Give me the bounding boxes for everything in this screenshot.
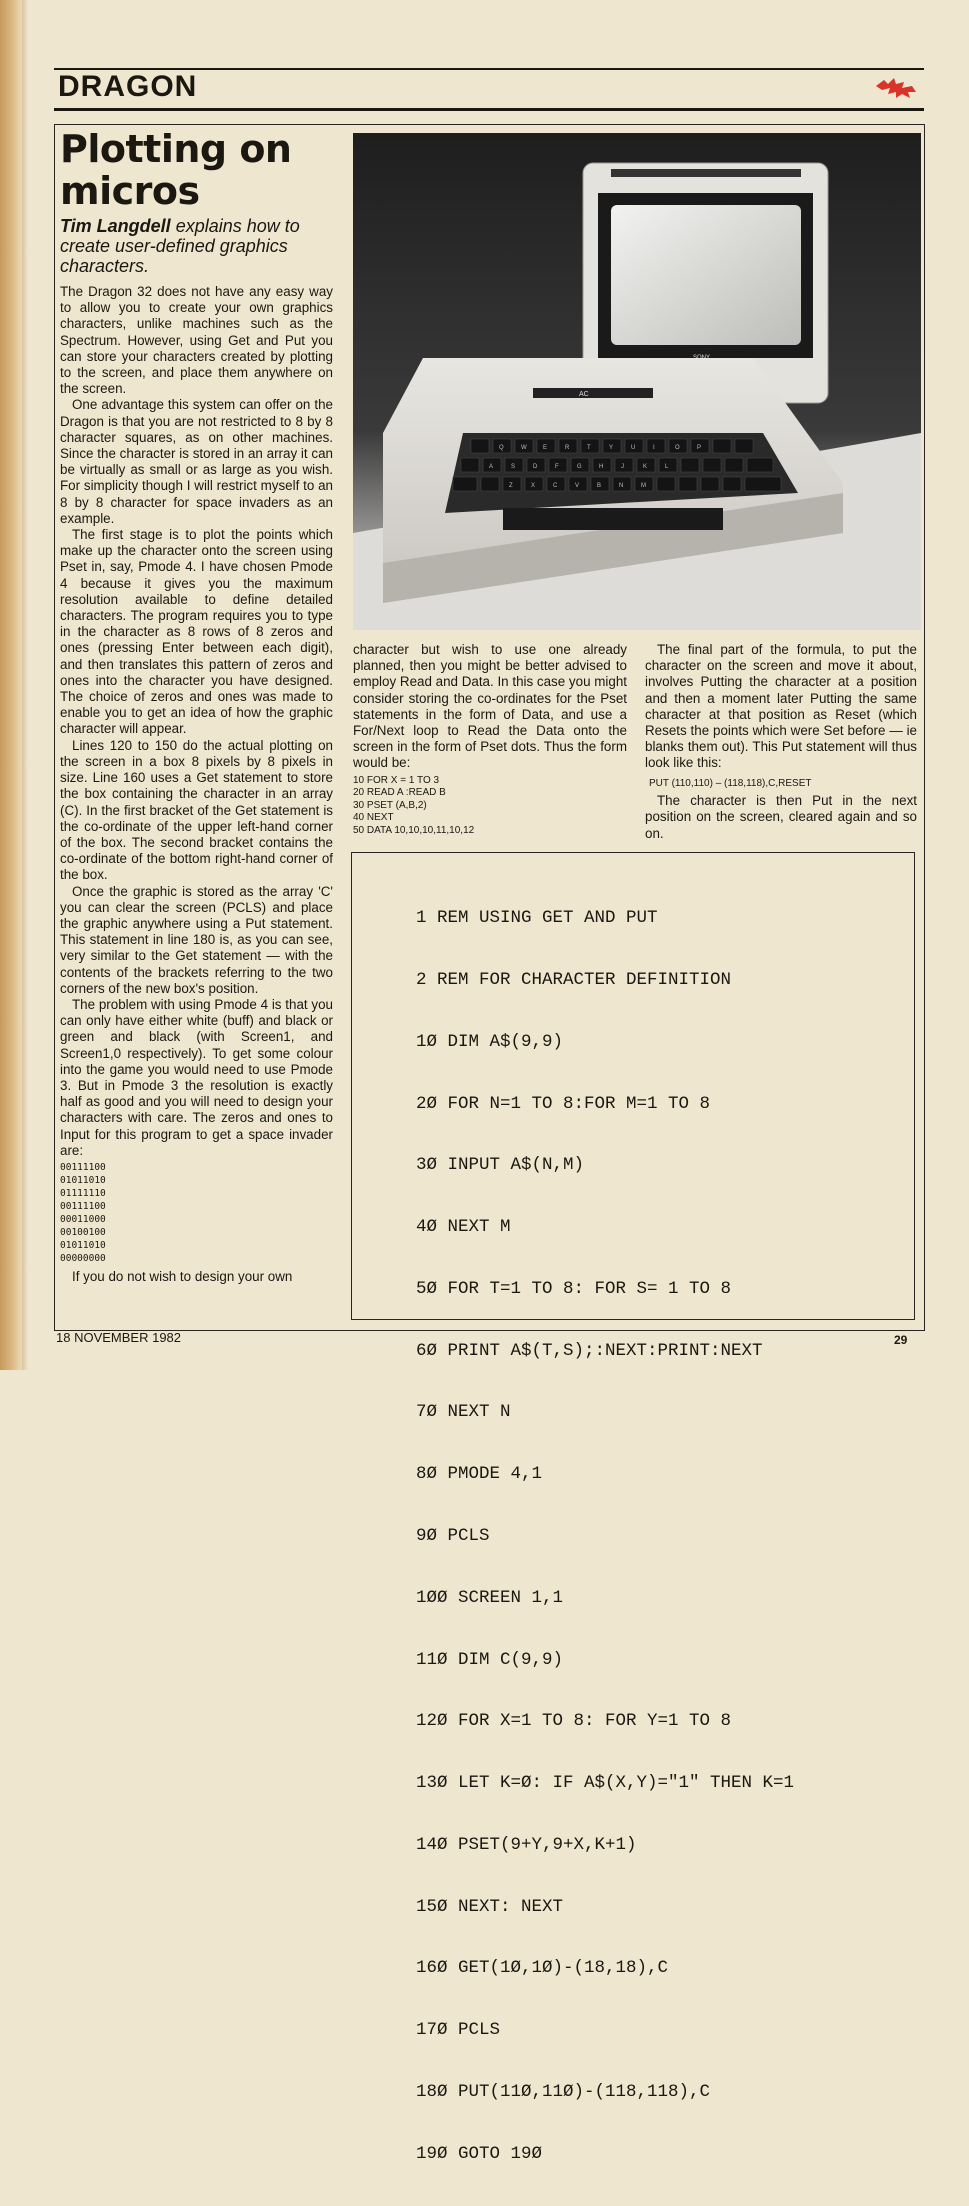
listing-line: 16Ø GET(1Ø,1Ø)-(18,18),C bbox=[416, 1958, 669, 1979]
listing-line: 19Ø GOTO 19Ø bbox=[416, 2143, 543, 2164]
listing-line: 8Ø PMODE 4,1 bbox=[416, 1464, 543, 1485]
listing-line: 3Ø INPUT A$(N,M) bbox=[416, 1155, 585, 1176]
left-body bbox=[60, 284, 333, 1285]
listing-line: 1ØØ SCREEN 1,1 bbox=[416, 1587, 564, 1608]
paragraph: The character is then Put in the next position on the screen, cleared again and so on. bbox=[645, 793, 917, 841]
author-name: Tim Langdell bbox=[60, 216, 171, 236]
key-label: T bbox=[587, 445, 591, 451]
code-line: 50 DATA 10,10,10,11,10,12 bbox=[353, 824, 475, 836]
key-label: K bbox=[643, 464, 648, 470]
key-label: S bbox=[511, 464, 516, 470]
paragraph: character but wish to use one already planned, then you might be better advised to employ Read and Data. In this case you might consider storing the co-ordinates for the Pset statements in the form of Data, and use a For/Next loop to Read the Data onto the screen in the form of Pset dots. Thus the form would be: bbox=[353, 642, 627, 771]
key-label: J bbox=[621, 464, 624, 470]
key-label: V bbox=[575, 483, 580, 489]
listing-line: 11Ø DIM C(9,9) bbox=[416, 1649, 564, 1670]
listing-line: 7Ø NEXT N bbox=[416, 1402, 511, 1423]
dragon-logo-icon bbox=[874, 74, 918, 102]
key-label: D bbox=[533, 464, 538, 470]
middle-column bbox=[353, 642, 627, 837]
key-label: R bbox=[565, 445, 570, 451]
code-line: 10 FOR X = 1 TO 3 bbox=[353, 774, 440, 786]
paragraph: The Dragon 32 does not have any easy way to allow you to create your own graphics characters, unlike machines such as the Spectrum. However, using Get and Put you can store your characters created by plotting to the screen, and place them anywhere on the screen. bbox=[60, 284, 333, 397]
binary-row: 00011000 bbox=[60, 1213, 106, 1225]
key-label: N bbox=[619, 483, 624, 489]
binary-pattern bbox=[60, 1161, 333, 1265]
key-label: I bbox=[653, 445, 655, 451]
listing-line: 2Ø FOR N=1 TO 8:FOR M=1 TO 8 bbox=[416, 1093, 711, 1114]
key-label: C bbox=[553, 483, 558, 489]
code-line: 20 READ A :READ B bbox=[353, 787, 446, 799]
listing-line: 15Ø NEXT: NEXT bbox=[416, 1896, 564, 1917]
paragraph: If you do not wish to design your own bbox=[72, 1268, 293, 1284]
section-title: DRAGON bbox=[58, 70, 198, 103]
binary-row: 01011010 bbox=[60, 1174, 106, 1186]
key-label: X bbox=[531, 483, 536, 489]
paragraph: One advantage this system can offer on the Dragon is that you are not restricted to 8 by 8 character squares, as on other machines. Since the character is stored in an array it can be virtually as small or as large as you wish. For simplicity though I will restrict myself to an 8 by 8 character for space invaders as an example. bbox=[60, 397, 333, 526]
listing-line: 4Ø NEXT M bbox=[416, 1217, 511, 1238]
page-number: 29 bbox=[894, 1333, 908, 1347]
key-label: Z bbox=[509, 483, 513, 489]
standfirst-text: explains how to create user-defined graphics characters. bbox=[60, 216, 300, 276]
listing-line: 12Ø FOR X=1 TO 8: FOR Y=1 TO 8 bbox=[416, 1711, 732, 1732]
listing-line: 18Ø PUT(11Ø,11Ø)-(118,118),C bbox=[416, 2082, 711, 2103]
right-column bbox=[645, 642, 917, 842]
standfirst bbox=[60, 216, 333, 276]
key-label: G bbox=[577, 464, 582, 470]
listing-line: 14Ø PSET(9+Y,9+X,K+1) bbox=[416, 1834, 637, 1855]
key-label: W bbox=[521, 445, 527, 451]
code-line: 30 PSET (A,B,2) bbox=[353, 799, 427, 811]
left-column bbox=[60, 128, 333, 1285]
headline bbox=[60, 128, 333, 212]
listing-line: 1Ø DIM A$(9,9) bbox=[416, 1031, 564, 1052]
key-label: B bbox=[597, 483, 602, 489]
headline-line-2: micros bbox=[60, 169, 200, 213]
footer-date: 18 NOVEMBER 1982 bbox=[56, 1330, 182, 1345]
key-label: M bbox=[641, 483, 646, 489]
binary-row: 00000000 bbox=[60, 1252, 106, 1264]
headline-line-1: Plotting on bbox=[60, 127, 292, 171]
key-label: H bbox=[599, 464, 604, 470]
code-line: PUT (110,110) – (118,118),C,RESET bbox=[649, 777, 812, 789]
binary-row: 01011010 bbox=[60, 1239, 106, 1251]
listing-line: 13Ø LET K=Ø: IF A$(X,Y)="1" THEN K=1 bbox=[416, 1773, 795, 1794]
key-label: Y bbox=[609, 445, 614, 451]
key-label: U bbox=[631, 445, 636, 451]
key-label: L bbox=[665, 464, 669, 470]
magazine-spine bbox=[0, 0, 22, 1370]
paragraph: Lines 120 to 150 do the actual plotting on the screen in a box 8 pixels by 8 pixels in size. Line 160 uses a Get statement to store the box containing the character in an array (C). In the first bracket of the Get statement is the co-ordinate of the upper left-hand corner of the box. The second bracket contains the co-ordinate of the bottom right-hand corner of the box. bbox=[60, 737, 333, 883]
listing-line: 1 REM USING GET AND PUT bbox=[416, 908, 658, 929]
code-line: 40 NEXT bbox=[353, 812, 394, 824]
data-code-example bbox=[353, 775, 627, 838]
listing-line: 17Ø PCLS bbox=[416, 2020, 501, 2041]
page-edge bbox=[22, 0, 28, 1370]
put-code-example bbox=[649, 778, 917, 791]
listing-line: 6Ø PRINT A$(T,S);:NEXT:PRINT:NEXT bbox=[416, 1340, 763, 1361]
binary-row: 01111110 bbox=[60, 1187, 106, 1199]
paragraph: Once the graphic is stored as the array 'C' you can clear the screen (PCLS) and place the graphic anywhere using a Put statement. This statement in line 180 is, as you can see, very similar to the Get statement — with the contents of the brackets referring to the two corners of the new box's position. bbox=[60, 883, 333, 996]
paragraph: The first stage is to plot the points which make up the character onto the screen using Pset in, say, Pmode 4. I have chosen Pmode 4 because it gives you the maximum resolution available to define detailed characters. The program requires you to type in the character as 8 rows of 8 zeros and ones (pressing Enter between each digit), and then translates this pattern of zeros and ones into the character you have designed. The choice of zeros and ones was made to enable you to get an idea of how the graphic character will appear. bbox=[60, 527, 333, 737]
key-label: O bbox=[675, 445, 680, 451]
binary-row: 00111100 bbox=[60, 1200, 106, 1212]
listing-line: 2 REM FOR CHARACTER DEFINITION bbox=[416, 969, 732, 990]
binary-row: 00111100 bbox=[60, 1161, 106, 1173]
key-label: F bbox=[555, 464, 559, 470]
key-label: Q bbox=[499, 445, 504, 451]
program-listing bbox=[416, 867, 794, 2206]
paragraph: The problem with using Pmode 4 is that you can only have either white (buff) and black or green and black (with Screen1, and Screen1,0 respectively). To get some colour into the game you would need to use Pmode 3. But in Pmode 3 the resolution is exactly half as good and you will need to design your characters with care. The zeros and ones to Input for this program to get a space invader are: bbox=[60, 996, 333, 1158]
listing-line: 9Ø PCLS bbox=[416, 1526, 490, 1546]
binary-row: 00100100 bbox=[60, 1226, 106, 1238]
computer-badge: AC bbox=[579, 391, 589, 398]
computer-photo bbox=[353, 133, 921, 630]
key-label: E bbox=[543, 445, 548, 451]
key-label: A bbox=[489, 464, 494, 470]
key-label: P bbox=[697, 445, 702, 451]
paragraph: The final part of the formula, to put the character on the screen and move it about, involves Putting the character at a position and then a moment later Putting the same character at that position as Reset (which Resets the points which were Set before — ie blanks them out). This Put statement will thus look like this: bbox=[645, 642, 917, 771]
section-header bbox=[54, 68, 924, 111]
listing-line: 5Ø FOR T=1 TO 8: FOR S= 1 TO 8 bbox=[416, 1278, 732, 1299]
